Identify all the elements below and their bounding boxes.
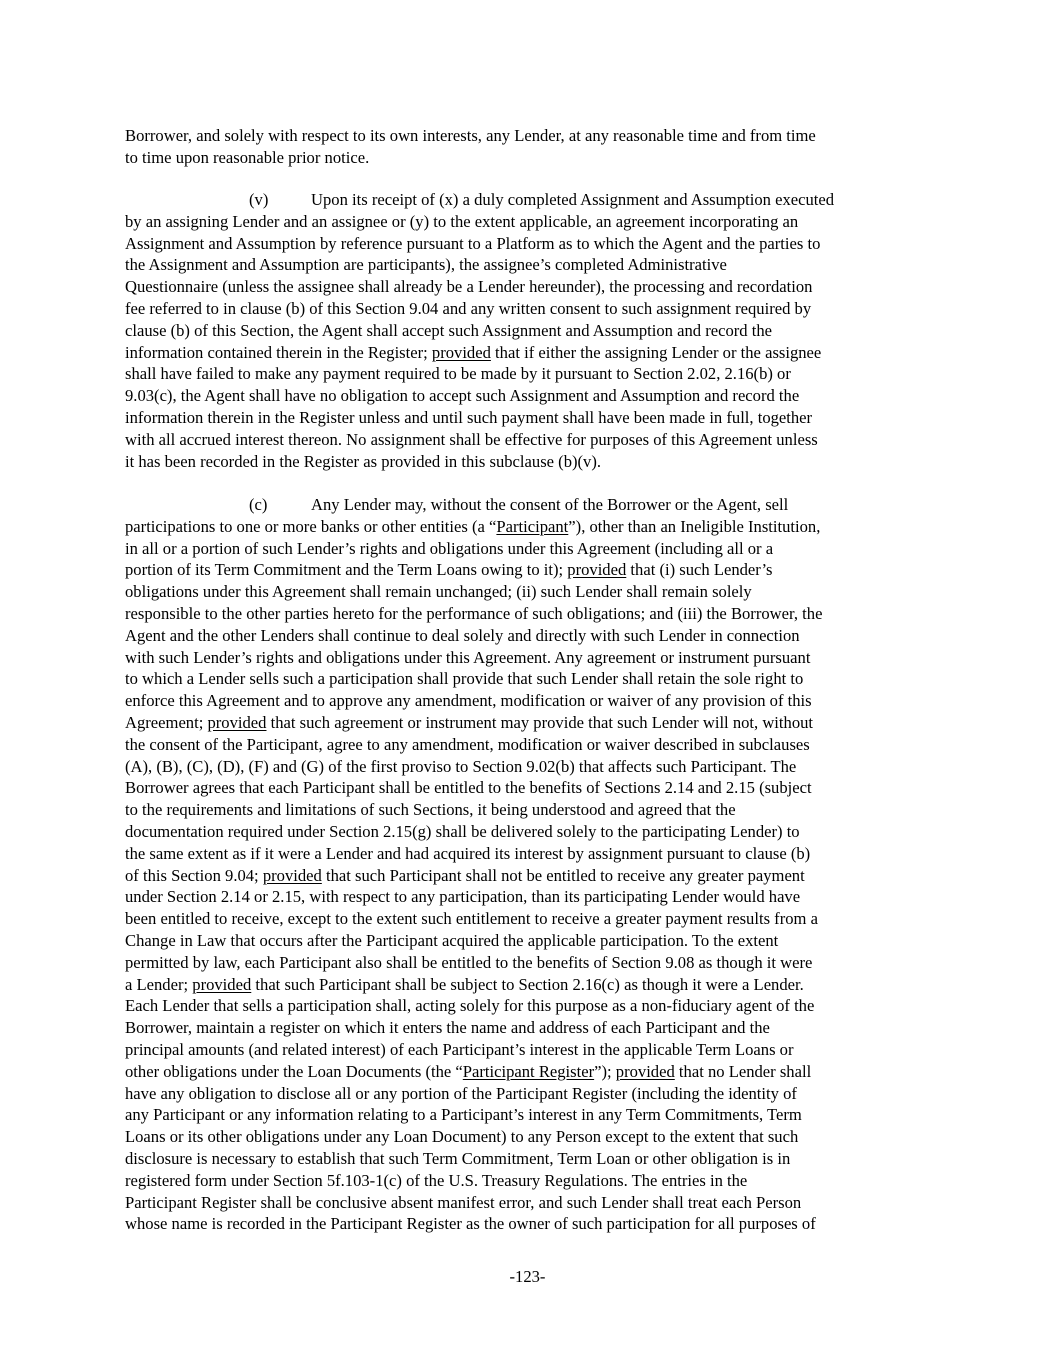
text-line [125,1104,930,1126]
text-line [125,581,930,603]
text-run: that such agreement or instrument may provide that such Lender will not, without [266,712,814,732]
text-line [125,799,930,821]
text-line [125,974,930,996]
text-run: Questionnaire (unless the assignee shall already be a Lender hereunder), the processing and recordation [125,277,813,297]
text-line [125,952,930,974]
defined-term: provided [431,342,491,362]
text-run: other obligations under the Loan Documents (the “ [125,1061,463,1081]
text-line [125,712,930,734]
text-run: Each Lender that sells a participation shall, acting solely for this purpose as a non-fiduciary agent of the [125,996,815,1016]
text-line [125,690,930,712]
text-line [125,1170,930,1192]
defined-term: provided [615,1061,675,1081]
text-line [125,233,930,255]
defined-term: Participant Register [462,1061,595,1081]
paragraph-b-v [125,189,930,472]
defined-term: provided [567,560,627,580]
text-run: that if either the assigning Lender or the assignee [490,342,822,362]
text-line [125,777,930,799]
page-number: -123- [509,1267,546,1286]
text-line [125,930,930,952]
text-line [125,125,930,147]
text-run: documentation required under Section 2.15(g) shall be delivered solely to the participating Lender) to [125,821,800,841]
text-run: Borrower, and solely with respect to its own interests, any Lender, at any reasonable time and from time [125,126,816,145]
text-line [125,1017,930,1039]
paragraph-continued [125,125,930,169]
text-run: responsible to the other parties hereto for the performance of such obligations; and (iii) the Borrower, the [125,603,823,623]
text-run: whose name is recorded in the Participant Register as the owner of such participation for all purposes of [125,1214,816,1234]
text-line [125,1061,930,1083]
text-run: enforce this Agreement and to approve any amendment, modification or waiver of any provision of this [125,691,812,711]
text-line [125,407,930,429]
text-run: been entitled to receive, except to the extent such entitlement to receive a greater payment results from a [125,909,818,929]
defined-term: provided [262,865,322,885]
text-line [125,298,930,320]
text-line [125,559,930,581]
text-run: by an assigning Lender and an assignee or (y) to the extent applicable, an agreement incorporating an [125,211,799,231]
defined-term: provided [207,712,267,732]
text-line [125,995,930,1017]
text-run: information contained therein in the Register; [125,342,432,362]
text-run: shall have failed to make any payment required to be made by it pursuant to Section 2.02, 2.16(b) or [125,364,791,384]
text-line [125,147,930,169]
text-line [125,494,930,516]
text-run: the same extent as if it were a Lender and had acquired its interest by assignment pursuant to clause (b) [125,843,811,863]
text-line [125,603,930,625]
text-run: information therein in the Register unless and until such payment shall have been made in full, together [125,407,813,427]
text-run: ”), other than an Ineligible Institution, [568,516,821,536]
text-line [125,908,930,930]
text-line [125,1039,930,1061]
text-run: Change in Law that occurs after the Participant acquired the applicable participation. To the extent [125,930,779,950]
text-run: that (i) such Lender’s [626,560,773,580]
text-line [125,821,930,843]
text-line [125,385,930,407]
text-run: Borrower agrees that each Participant shall be entitled to the benefits of Sections 2.14 and 2.15 (subject [125,778,812,798]
text-line [125,668,930,690]
text-line [125,625,930,647]
text-run: obligations under this Agreement shall remain unchanged; (ii) such Lender shall remain solely [125,582,752,602]
paragraph-c [125,494,930,1235]
text-line [125,734,930,756]
clause-marker: (c) [249,495,268,514]
text-run: with such Lender’s rights and obligations under this Agreement. Any agreement or instrument pursuant [125,647,811,667]
defined-term: Participant [496,516,569,536]
text-run: fee referred to in clause (b) of this Section 9.04 and any written consent to such assignment required by [125,298,812,318]
text-run: have any obligation to disclose all or any portion of the Participant Register (including the identity of [125,1083,797,1103]
text-run: of this Section 9.04; [125,865,263,885]
text-line [125,320,930,342]
text-run: the Assignment and Assumption are participants), the assignee’s completed Administrative [125,255,727,275]
text-line [125,1126,930,1148]
text-line [125,1192,930,1214]
text-run: clause (b) of this Section, the Agent shall accept such Assignment and Assumption and record the [125,320,773,340]
text-run: to the requirements and limitations of such Sections, it being understood and agreed that the [125,800,736,820]
text-line [125,886,930,908]
text-line [125,647,930,669]
text-line [125,363,930,385]
text-line [125,189,930,211]
text-run: permitted by law, each Participant also shall be entitled to the benefits of Section 9.08 as though it were [125,952,813,972]
text-line [125,538,930,560]
text-run: Any Lender may, without the consent of the Borrower or the Agent, sell [311,495,789,514]
text-run: to time upon reasonable prior notice. [125,147,370,167]
text-line [125,1148,930,1170]
text-run: Assignment and Assumption by reference pursuant to a Platform as to which the Agent and the parties to [125,233,821,253]
text-run: Agreement; [125,712,208,732]
text-run: participations to one or more banks or other entities (a “ [125,516,497,536]
text-run: in all or a portion of such Lender’s rights and obligations under this Agreement (including all or a [125,538,774,558]
text-run: disclosure is necessary to establish that such Term Commitment, Term Loan or other obligation is in [125,1148,791,1168]
text-run: registered form under Section 5f.103-1(c) of the U.S. Treasury Regulations. The entries in the [125,1170,748,1190]
text-line [125,211,930,233]
text-line [125,1213,930,1235]
text-run: to which a Lender sells such a participation shall provide that such Lender shall retain the sole right to [125,669,804,689]
text-run: under Section 2.14 or 2.15, with respect to any participation, than its participating Lender would have [125,887,801,907]
text-run: portion of its Term Commitment and the Term Loans owing to it); [125,560,568,580]
text-run: the consent of the Participant, agree to any amendment, modification or waiver described in subclauses [125,734,810,754]
text-line [125,865,930,887]
text-run: Agent and the other Lenders shall continue to deal solely and directly with such Lender in connection [125,625,800,645]
text-run: Loans or its other obligations under any Loan Document) to any Person except to the extent that such [125,1127,799,1147]
text-line [125,843,930,865]
text-run: Upon its receipt of (x) a duly completed Assignment and Assumption executed [311,190,835,209]
text-run: that no Lender shall [674,1061,812,1081]
text-line [125,516,930,538]
text-run: that such Participant shall be subject to Section 2.16(c) as though it were a Lender. [251,974,804,994]
text-line [125,451,930,473]
text-line [125,429,930,451]
text-run: any Participant or any information relating to a Participant’s interest in any Term Commitments, Term [125,1105,802,1125]
text-run: principal amounts (and related interest) of each Participant’s interest in the applicable Term Loans or [125,1039,794,1059]
text-run: that such Participant shall not be entitled to receive any greater payment [321,865,805,885]
text-line [125,1083,930,1105]
text-run: a Lender; [125,974,193,994]
text-run: with all accrued interest thereon. No assignment shall be effective for purposes of this Agreement unless [125,429,818,449]
text-run: (A), (B), (C), (D), (F) and (G) of the first proviso to Section 9.02(b) that affects such Participant. The [125,756,797,776]
text-line [125,342,930,364]
text-run: ”); [594,1061,616,1081]
text-line [125,756,930,778]
text-run: Borrower, maintain a register on which it enters the name and address of each Participant and the [125,1018,770,1038]
clause-marker: (v) [249,190,269,209]
text-run: it has been recorded in the Register as provided in this subclause (b)(v). [125,451,602,471]
text-run: 9.03(c), the Agent shall have no obligation to accept such Assignment and Assumption and record the [125,386,800,406]
text-run: Participant Register shall be conclusive absent manifest error, and such Lender shall treat each Person [125,1192,802,1212]
text-line [125,254,930,276]
defined-term: provided [192,974,252,994]
text-line [125,276,930,298]
